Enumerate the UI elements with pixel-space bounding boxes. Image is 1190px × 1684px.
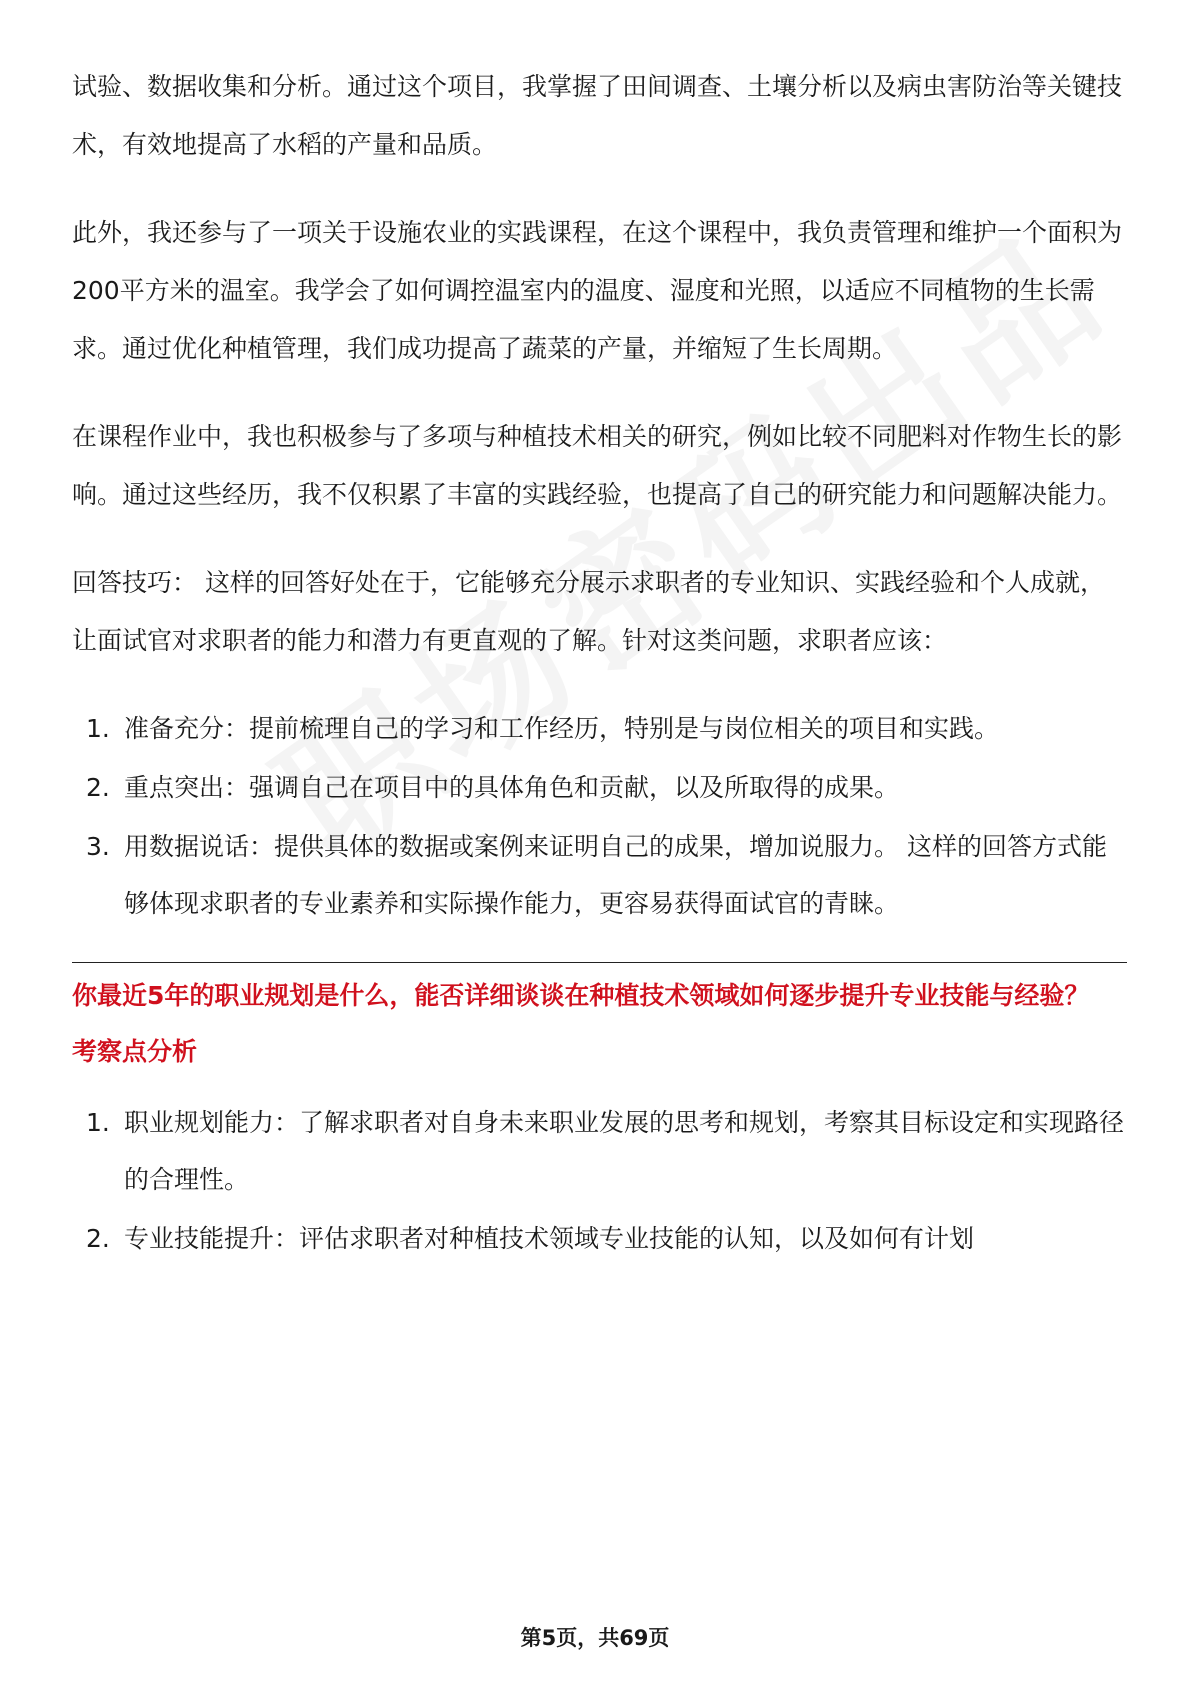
interview-question: 你最近5年的职业规划是什么，能否详细谈谈在种植技术领域如何逐步提升专业技能与经验？ bbox=[72, 981, 1090, 1010]
list-number: 2. bbox=[86, 773, 110, 802]
page-content bbox=[72, 58, 1127, 1297]
list-number: 2. bbox=[86, 1224, 110, 1253]
answer-paragraph-3: 在课程作业中，我也积极参与了多项与种植技术相关的研究，例如比较不同肥料对作物生长的影响。通过这些经历，我不仅积累了丰富的实践经验，也提高了自己的研究能力和问题解决能力。 bbox=[72, 422, 1123, 509]
list-item bbox=[72, 818, 1127, 932]
tips-list bbox=[72, 700, 1127, 932]
list-number: 1. bbox=[86, 714, 110, 743]
list-item bbox=[72, 759, 1127, 816]
list-text: 专业技能提升：评估求职者对种植技术领域专业技能的认知，以及如何有计划 bbox=[124, 1224, 975, 1253]
analysis-list bbox=[72, 1094, 1127, 1267]
answer-paragraph-2: 此外，我还参与了一项关于设施农业的实践课程，在这个课程中，我负责管理和维护一个面积为200平方米的温室。我学会了如何调控温室内的温度、湿度和光照，以适应不同植物的生长需求。通过优化种植管理，我们成功提高了蔬菜的产量，并缩短了生长周期。 bbox=[72, 218, 1123, 363]
list-text: 重点突出：强调自己在项目中的具体角色和贡献，以及所取得的成果。 bbox=[124, 773, 900, 802]
list-text: 用数据说话：提供具体的数据或案例来证明自己的成果，增加说服力。 这样的回答方式能够体现求职者的专业素养和实际操作能力，更容易获得面试官的青睐。 bbox=[124, 832, 1107, 918]
list-number: 3. bbox=[86, 832, 110, 861]
list-text: 职业规划能力：了解求职者对自身未来职业发展的思考和规划，考察其目标设定和实现路径的合理性。 bbox=[124, 1108, 1125, 1194]
list-text: 准备充分：提前梳理自己的学习和工作经历，特别是与岗位相关的项目和实践。 bbox=[124, 714, 1000, 743]
list-item bbox=[72, 1094, 1127, 1208]
analysis-heading: 考察点分析 bbox=[72, 1037, 198, 1066]
list-item bbox=[72, 1210, 1127, 1267]
page-number-footer: 第5页，共69页 bbox=[520, 1626, 670, 1650]
list-item bbox=[72, 700, 1127, 757]
list-number: 1. bbox=[86, 1108, 110, 1137]
answer-paragraph-1: 试验、数据收集和分析。通过这个项目，我掌握了田间调查、土壤分析以及病虫害防治等关键技术，有效地提高了水稻的产量和品质。 bbox=[72, 72, 1123, 159]
answer-tips-intro: 回答技巧： 这样的回答好处在于，它能够充分展示求职者的专业知识、实践经验和个人成就，让面试官对求职者的能力和潜力有更直观的了解。针对这类问题，求职者应该： bbox=[72, 568, 1105, 655]
section-divider bbox=[72, 962, 1127, 963]
